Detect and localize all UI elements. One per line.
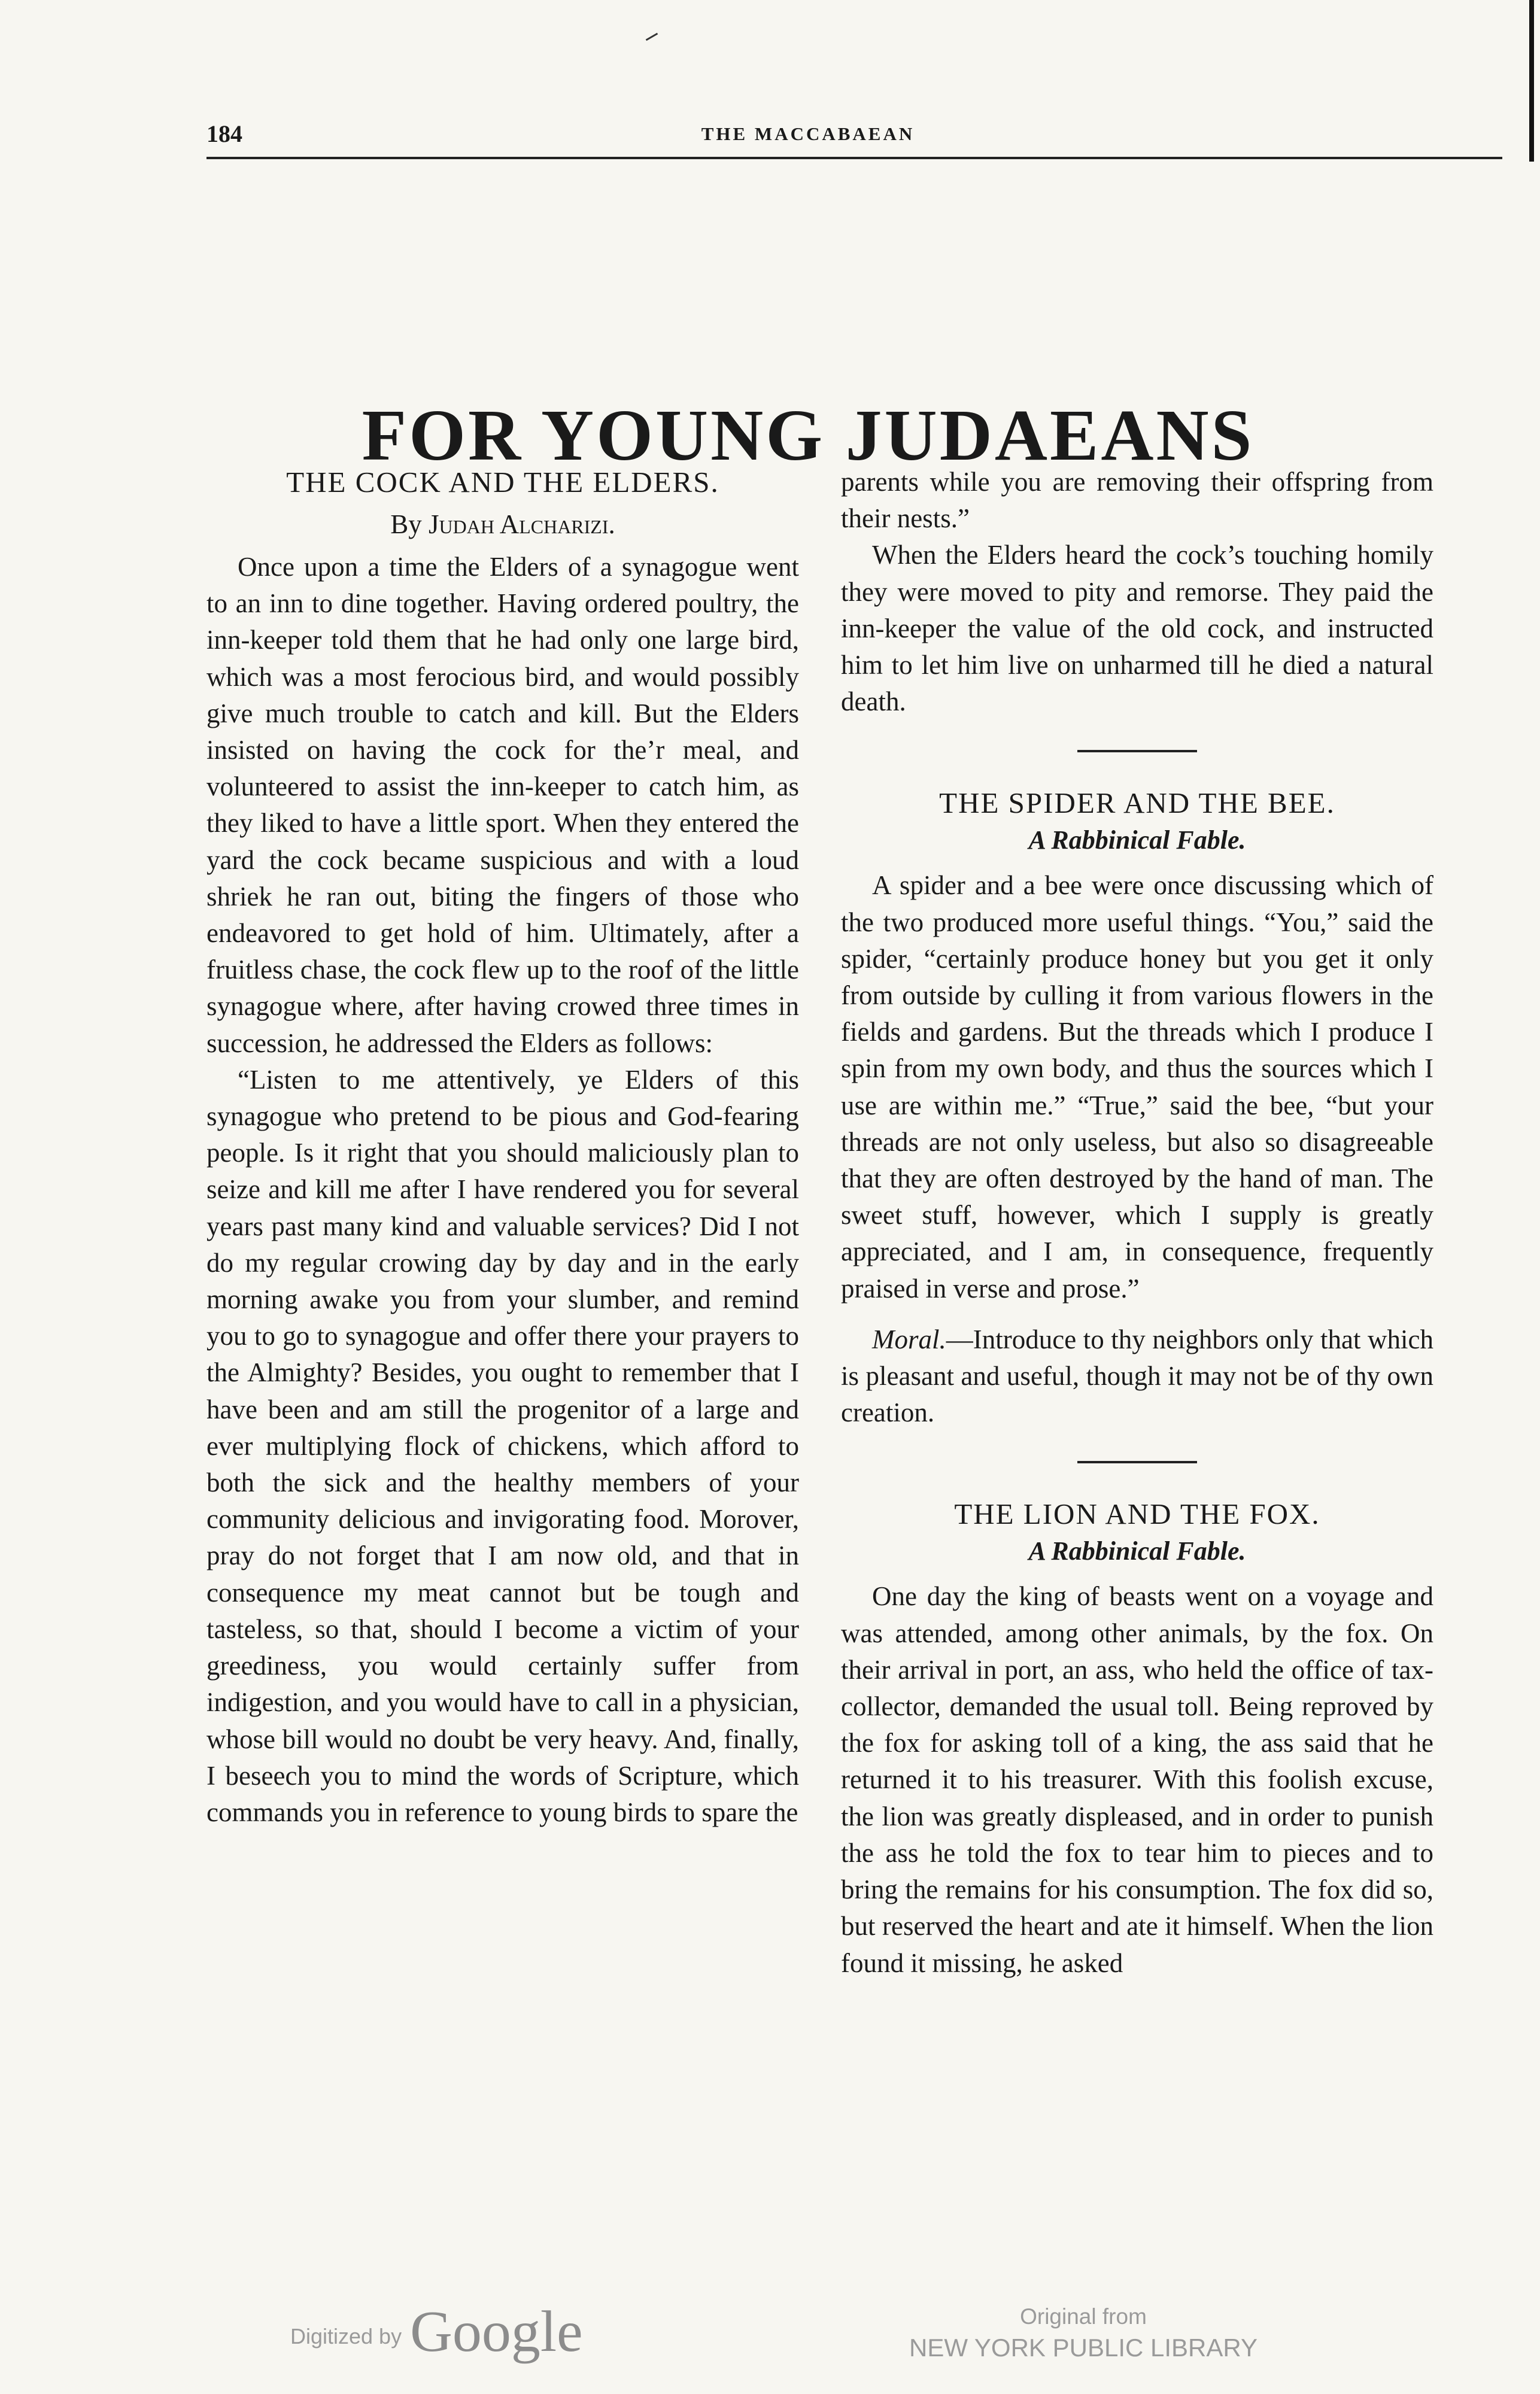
byline-prefix: By [390,509,422,539]
story-title-cock: THE COCK AND THE ELDERS. [286,466,719,499]
source-library-watermark [898,2301,1269,2363]
original-from-label: Original from [1020,2304,1147,2329]
section-divider [1077,750,1197,752]
moral-paragraph [841,1321,1433,1432]
stray-mark [646,33,658,41]
digitized-by-watermark [290,2298,583,2365]
section-divider [1077,1461,1197,1463]
paragraph: When the Elders heard the cock’s touching homily they were moved to pity and remorse. They paid the inn-keeper the value of the old cock, and instructed him to let him live on unharmed till he died a natural death. [841,540,1433,717]
moral-label: Moral. [872,1324,946,1354]
page-edge-shadow [1529,0,1534,162]
digitized-by-label: Digitized by [290,2324,402,2349]
story-title-lion: THE LION AND THE FOX. [954,1497,1320,1531]
byline-author: Judah Alcharizi. [428,509,615,539]
left-column [206,464,799,1831]
google-logo: Google [410,2299,583,2364]
header-rule [206,157,1502,159]
paragraph-continued: parents while you are removing their offspring from their nests.” [841,467,1433,534]
byline [206,506,799,543]
story-subtitle: A Rabbinical Fable. [1028,825,1246,855]
story-subtitle: A Rabbinical Fable. [1028,1536,1246,1566]
moral-text: —Introduce to thy neighbors only that which is pleasant and useful, though it may not be of thy own creation. [841,1324,1433,1428]
library-name: NEW YORK PUBLIC LIBRARY [909,2334,1257,2362]
page-number: 184 [206,120,242,147]
story-title-spider: THE SPIDER AND THE BEE. [939,786,1335,820]
right-column [841,464,1433,1982]
paragraph: Once upon a time the Elders of a synagogue went to an inn to dine together. Having ordered poultry, the inn-keeper told them that he had only one large bird, which was a most ferocious bird, and would possibly give much trouble to catch and kill. But the Elders insisted on having the cock for the’r meal, and volunteered to assist the inn-keeper to catch him, as they liked to have a little sport. When they entered the yard the cock became suspicious and with a loud shriek he ran out, biting the fingers of those who endeavored to get hold of him. Ultimately, after a fruitless chase, the cock flew up to the roof of the little synagogue where, after having crowed three times in succession, he addressed the Elders as follows: [206,552,799,1058]
paragraph: “Listen to me attentively, ye Elders of this synagogue who pretend to be pious and God-fearing people. Is it right that you should maliciously plan to seize and kill me after I have rendered you for several years past many kind and valuable services? Did I not do my regular crowing day by day and in the early morning awake you from your slumber, and remind you to go to synagogue and offer there your prayers to the Almighty? Besides, you ought to remember that I have been and am still the progenitor of a large and ever multiplying flock of chickens, which afford to both the sick and the healthy members of your community delicious and invigorating food. Morover, pray do not forget that I am now old, and that in consequence my meat cannot but be tough and tasteless, so that, should I become a victim of your greediness, you would certainly suffer from indigestion, and you would have to call in a physician, whose bill would no doubt be very heavy. And, finally, I beseech you to mind the words of Scripture, which commands you in reference to young birds to spare the [206,1064,799,1827]
running-title: THE MACCABAEAN [701,123,915,144]
running-header [206,120,1410,150]
paragraph: One day the king of beasts went on a voyage and was attended, among other animals, by the fox. On their arrival in port, an ass, who held the office of tax-collector, demanded the usual toll. Being reproved by the fox for asking toll of a king, the ass said that he returned it to his treasurer. With this foolish excuse, the lion was greatly displeased, and in order to punish the ass he told the fox to tear him to pieces and to bring the remains for his consumption. The fox did so, but reserved the heart and ate it himself. When the lion found it missing, he asked [841,1581,1433,1978]
paragraph: A spider and a bee were once discussing which of the two produced more useful things. “You,” said the spider, “certainly produce honey but you get it only from outside by culling it from various flowers in the fields and gardens. But the threads which I produce I spin from my own body, and thus the sources which I use are within me.” “True,” said the bee, “but your threads are not only useless, but also so disagreeable that they are often destroyed by the hand of man. The sweet stuff, however, which I supply is greatly appreciated, and I am, in consequence, frequently praised in verse and prose.” [841,870,1433,1304]
section-headline: FOR YOUNG JUDAEANS [362,394,1255,476]
